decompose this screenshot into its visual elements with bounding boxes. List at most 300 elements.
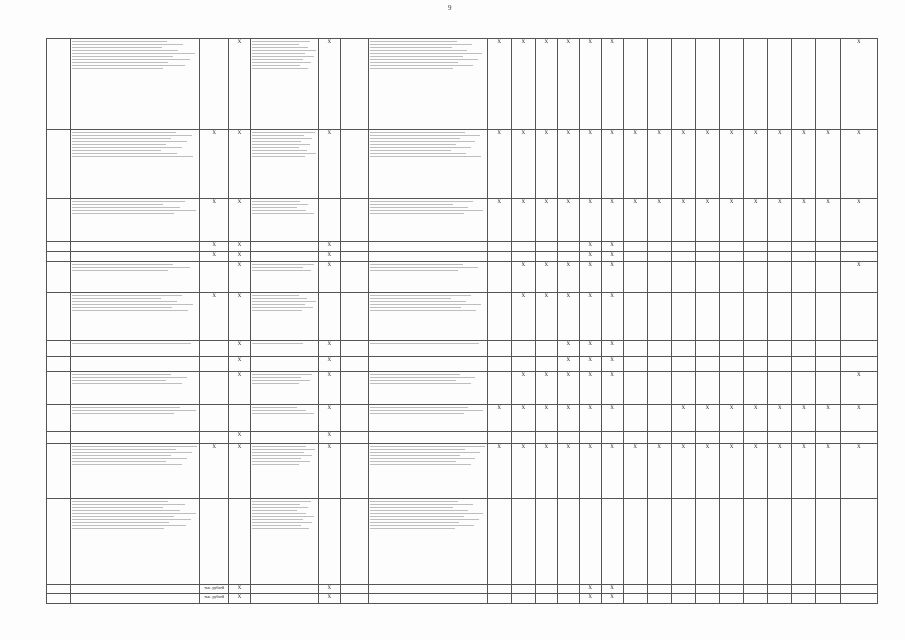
table-cell [200,261,229,292]
text-line-placeholder [252,264,314,265]
cell-mark: X [802,130,806,136]
text-line-placeholder [252,507,309,508]
table-cell [744,252,768,262]
cell-mark: X [327,358,332,364]
table-cell [792,261,816,292]
table-cell [511,405,535,431]
table-cell [720,431,744,443]
text-line-placeholder [72,201,184,202]
text-line-placeholder [252,213,314,214]
text-line-placeholder [252,343,303,344]
text-line-placeholder [72,264,173,265]
cell-mark: X [588,243,592,249]
cell-mark: X [826,406,830,412]
text-line-placeholder [72,53,195,54]
cell-mark: X [237,341,242,347]
cell-mark: X [327,444,332,450]
table-cell [671,252,695,262]
table-cell [200,498,229,584]
table-cell [318,340,340,357]
text-line-placeholder [252,377,301,378]
text-line-placeholder [252,53,305,54]
cell-mark: X [588,444,592,450]
table-cell [768,498,792,584]
table-cell [47,594,71,604]
table-cell [228,199,250,242]
table-cell [369,242,487,252]
illegible-text-placeholder [370,132,485,157]
table-cell [557,357,579,371]
table-cell [557,261,579,292]
table-cell [744,584,768,594]
table-cell [768,357,792,371]
table-cell [720,242,744,252]
table-cell [623,443,647,498]
table-cell [792,292,816,340]
text-line-placeholder [72,522,169,523]
cell-mark: X [588,130,592,136]
table-cell [535,431,557,443]
table-cell [601,252,623,262]
table-row [47,594,878,604]
text-line-placeholder [72,519,191,520]
illegible-text-placeholder [252,295,317,311]
table-cell [792,129,816,198]
cell-mark: X [544,444,549,450]
table-cell [228,252,250,262]
table-cell [487,292,511,340]
table-cell [47,292,71,340]
text-line-placeholder [252,522,312,523]
text-line-placeholder [370,53,482,54]
text-line-placeholder [72,62,168,63]
cell-mark: X [588,585,592,591]
text-line-placeholder [252,501,311,502]
table-cell [369,498,487,584]
cell-mark: X [802,444,806,450]
cell-mark: X [753,130,758,136]
cell-mark: X [521,40,526,45]
table-cell [535,405,557,431]
text-line-placeholder [252,449,315,450]
text-line-placeholder [370,407,468,408]
table-cell [511,357,535,371]
table-row [47,431,878,443]
table-cell [720,357,744,371]
table-cell [579,292,601,340]
table-cell [318,199,340,242]
cell-mark: X [588,595,592,601]
table-cell [557,584,579,594]
table-cell [792,357,816,371]
table-cell [511,129,535,198]
table-cell [228,498,250,584]
table-cell [720,292,744,340]
table-cell [579,371,601,405]
cell-mark: X [610,130,614,136]
table-cell [647,340,671,357]
cell-mark: X [610,243,614,249]
table-row [47,443,878,498]
text-line-placeholder [72,156,193,157]
cell-mark: X [237,585,242,591]
text-line-placeholder [370,343,478,344]
table-cell [840,39,877,130]
table-cell [557,292,579,340]
text-line-placeholder [370,65,473,66]
table-cell [695,594,719,604]
cell-mark: X [657,200,662,206]
cell-mark: X [681,130,686,136]
text-line-placeholder [252,413,314,414]
text-line-placeholder [72,504,184,505]
table-cell [47,405,71,431]
cell-mark: X [802,200,806,206]
table-cell [228,261,250,292]
table-cell [228,584,250,594]
table-cell [535,498,557,584]
cell-mark: X [566,406,571,412]
table-cell [623,340,647,357]
table-cell [250,39,318,130]
table-cell [250,340,318,357]
table-cell [318,357,340,371]
cell-mark: X [327,130,332,136]
cell-mark: X [237,293,242,299]
cell-mark: X [566,341,571,347]
table-cell [250,498,318,584]
table-cell [340,252,369,262]
table-cell [511,199,535,242]
table-cell [768,252,792,262]
table-cell [792,498,816,584]
illegible-text-placeholder [72,201,198,214]
text-line-placeholder [252,464,299,465]
page-number: 9 [448,4,452,12]
text-line-placeholder [370,138,460,139]
text-line-placeholder [252,141,301,142]
text-line-placeholder [72,50,178,51]
cell-mark: X [544,262,549,268]
table-cell [511,340,535,357]
cell-mark: X [237,200,242,206]
table-cell [816,357,840,371]
cell-mark: X [633,130,637,136]
text-line-placeholder [370,522,459,523]
table-cell [601,371,623,405]
illegible-text-placeholder [72,264,198,271]
table-cell [720,371,744,405]
table-cell [250,405,318,431]
text-line-placeholder [72,213,174,214]
text-line-placeholder [370,210,483,211]
cell-mark: X [327,40,332,45]
text-line-placeholder [72,153,177,154]
table-cell [369,405,487,431]
table-cell [511,584,535,594]
text-line-placeholder [370,383,470,384]
cell-mark: X [705,406,710,412]
table-cell [228,405,250,431]
text-line-placeholder [370,298,451,299]
table-cell [47,340,71,357]
table-cell [487,242,511,252]
text-line-placeholder [72,147,182,148]
text-line-placeholder [72,525,186,526]
table-cell [369,340,487,357]
table-cell [623,261,647,292]
table-cell [318,594,340,604]
cell-mark: X [729,444,734,450]
text-line-placeholder [72,413,174,414]
text-line-placeholder [370,41,457,42]
table-cell [671,340,695,357]
table-cell [511,371,535,405]
table-cell [340,498,369,584]
table-cell [340,39,369,130]
cell-mark: X [610,40,614,45]
table-cell [601,405,623,431]
table-cell [744,129,768,198]
text-line-placeholder [370,304,481,305]
table-cell [47,431,71,443]
table-cell [535,39,557,130]
table-cell [579,199,601,242]
illegible-text-placeholder [72,407,198,414]
table-cell [720,498,744,584]
table-cell [579,431,601,443]
cell-mark: X [566,444,571,450]
table-cell [340,371,369,405]
text-line-placeholder [370,307,461,308]
table-cell [840,129,877,198]
table-cell [816,261,840,292]
table-cell [557,129,579,198]
text-line-placeholder [72,267,190,268]
text-line-placeholder [252,153,316,154]
table-cell [487,252,511,262]
illegible-text-placeholder [72,132,198,157]
illegible-text-placeholder [370,501,485,529]
table-cell [768,405,792,431]
text-line-placeholder [72,210,196,211]
cell-mark: X [826,200,830,206]
table-cell [369,261,487,292]
table-cell [792,405,816,431]
table-row [47,199,878,242]
table-cell [647,594,671,604]
table-cell [250,584,318,594]
table-cell [768,242,792,252]
cell-mark: X [705,130,710,136]
cell-mark: X [610,595,614,601]
cell-mark: X [566,40,571,45]
cell-mark: X [610,253,614,259]
illegible-text-placeholder [72,343,198,344]
cell-mark: X [729,200,734,206]
table-cell [816,39,840,130]
table-cell [200,405,229,431]
table-cell [647,357,671,371]
cell-mark: X [497,130,502,136]
text-line-placeholder [72,528,164,529]
table-cell [768,431,792,443]
table-cell [71,340,200,357]
table-cell [744,261,768,292]
text-line-placeholder [370,204,453,205]
table-cell [71,242,200,252]
illegible-text-placeholder [252,343,317,344]
table-cell [200,199,229,242]
cell-mark: X [856,40,861,45]
table-cell [200,292,229,340]
table-cell [671,371,695,405]
table-cell [695,357,719,371]
text-line-placeholder [370,207,468,208]
table-row [47,371,878,405]
text-line-placeholder [72,144,166,145]
table-cell [671,261,695,292]
table-cell [647,39,671,130]
text-line-placeholder [72,56,173,57]
table-cell [720,584,744,594]
text-line-placeholder [72,446,197,447]
text-line-placeholder [370,501,458,502]
table-cell [71,129,200,198]
cell-mark: X [633,200,637,206]
table-cell [623,431,647,443]
table-cell [840,261,877,292]
cell-mark: X [237,40,242,45]
table-cell [369,292,487,340]
cell-mark: X [521,293,526,299]
table-cell [535,340,557,357]
table-cell [647,584,671,594]
table-cell [601,431,623,443]
table-cell [487,199,511,242]
cell-mark: X [753,200,758,206]
table-cell [768,199,792,242]
table-cell [695,292,719,340]
table-cell [340,261,369,292]
table-cell [744,498,768,584]
cell-mark: X [681,200,686,206]
text-line-placeholder [252,383,299,384]
table-row [47,252,878,262]
text-line-placeholder [370,144,455,145]
text-line-placeholder [72,138,171,139]
text-line-placeholder [252,270,311,271]
cell-mark: X [777,406,782,412]
table-cell [840,498,877,584]
table-cell [71,252,200,262]
table-cell [623,292,647,340]
table-cell [47,39,71,130]
text-line-placeholder [252,452,304,453]
table-cell [623,405,647,431]
illegible-text-placeholder [252,201,317,214]
illegible-text-placeholder [370,446,485,465]
table-cell [369,371,487,405]
table-cell [720,39,744,130]
table-cell [671,129,695,198]
text-line-placeholder [252,458,301,459]
table-cell [200,39,229,130]
table-cell [250,199,318,242]
text-line-placeholder [370,464,470,465]
table-cell [487,405,511,431]
table-cell [47,371,71,405]
cell-mark: X [521,200,526,206]
table-cell [557,242,579,252]
table-cell [579,405,601,431]
cell-mark: X [544,40,549,45]
text-line-placeholder [252,68,309,69]
table-cell [200,594,229,604]
table-row [47,357,878,371]
table-cell [340,242,369,252]
table-cell [47,584,71,594]
table-cell [250,371,318,405]
cell-mark: X [327,341,332,347]
table-cell [369,129,487,198]
illegible-text-placeholder [252,374,317,384]
table-cell [601,261,623,292]
text-line-placeholder [72,507,163,508]
text-line-placeholder [252,380,310,381]
text-line-placeholder [72,132,176,133]
table-cell [792,39,816,130]
text-line-placeholder [252,298,307,299]
table-cell [647,261,671,292]
text-line-placeholder [252,44,299,45]
text-line-placeholder [72,207,179,208]
text-line-placeholder [252,156,305,157]
text-line-placeholder [72,510,179,511]
illegible-text-placeholder [252,132,317,157]
table-cell [200,371,229,405]
table-row [47,405,878,431]
table-cell [816,199,840,242]
table-cell [487,584,511,594]
text-line-placeholder [252,516,314,517]
cell-mark: X [521,130,526,136]
text-line-placeholder [370,150,451,151]
table-cell [720,199,744,242]
illegible-text-placeholder [252,41,317,69]
table-cell [792,371,816,405]
table-cell [487,371,511,405]
cell-mark: X [856,372,861,378]
text-line-placeholder [252,204,309,205]
table-cell [601,340,623,357]
table-cell [71,261,200,292]
text-line-placeholder [72,298,160,299]
table-row [47,261,878,292]
text-line-placeholder [252,210,306,211]
table-cell [318,584,340,594]
table-cell [840,292,877,340]
text-line-placeholder [252,65,300,66]
table-cell [340,594,369,604]
table-cell [840,443,877,498]
cell-mark: X [588,293,592,299]
table-cell [340,584,369,594]
text-line-placeholder [370,270,458,271]
table-cell [557,443,579,498]
table-cell [623,39,647,130]
cell-mark: X [610,341,614,347]
